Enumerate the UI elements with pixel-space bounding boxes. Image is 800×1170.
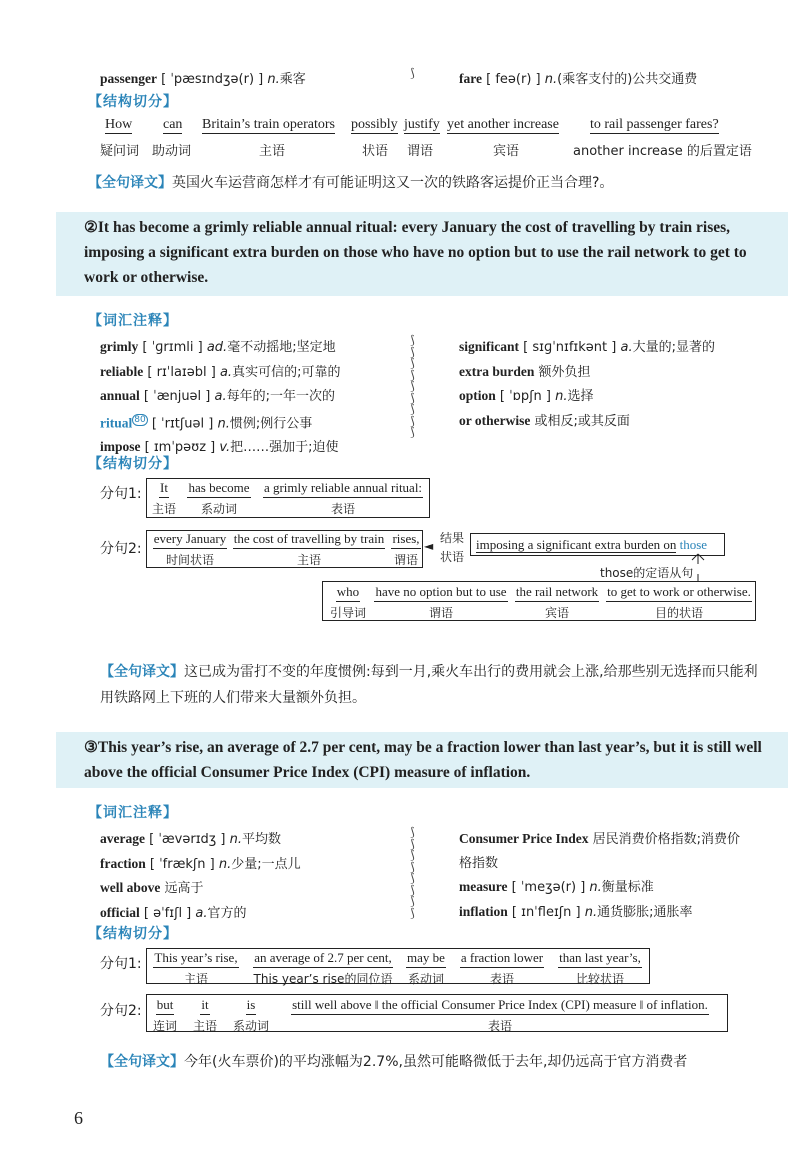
s1-seg-justify: justify <box>404 117 440 132</box>
s1-lab-post: another increase 的后置定语 <box>573 144 752 159</box>
s1-lab-object: 宾语 <box>493 144 520 159</box>
vocab-passenger: passenger [ ˈpæsɪndʒə(r) ] n.乘客 <box>100 71 306 87</box>
vocab-average: average [ ˈævərɪdʒ ] n.平均数 <box>100 831 282 847</box>
s3-sentence-band <box>56 732 788 788</box>
s1-lab-justify: 谓语 <box>407 144 434 159</box>
vocab-well-above: well above 远高于 <box>100 880 204 896</box>
vocab-fare: fare [ feə(r) ] n.(乘客支付的)公共交通费 <box>459 71 698 87</box>
s2-vocab-left <box>100 335 340 460</box>
vocab-grimly: grimly [ ˈɡrɪmli ] ad.毫不动摇地;坚定地 <box>100 339 336 355</box>
s3-c2-but: but 连词 <box>152 997 177 1033</box>
s3-c1-subject: This year’s rise, 主语 <box>154 950 238 986</box>
attr-clause-label: those的定语从句 <box>600 566 694 580</box>
s3-c2-is: is 系动词 <box>232 997 269 1033</box>
zigzag-divider: ⟆ ⟆ ⟆ ⟆ ⟆ ⟆ ⟆ ⟆ ⟆ <box>410 333 415 439</box>
s3-structure-tag: 【结构切分】 <box>88 926 178 942</box>
vocab-official: official [ əˈfɪʃl ] a.官方的 <box>100 904 247 921</box>
s1-seg-object: yet another increase <box>447 117 559 132</box>
ritual-frequency-badge: 80 <box>134 414 146 425</box>
s2-vocab-right <box>459 335 715 433</box>
s2-c2-rises: rises, 谓语 <box>392 531 420 567</box>
zigzag-divider: ⟆ ⟆ ⟆ ⟆ ⟆ ⟆ ⟆ ⟆ <box>410 825 415 920</box>
s1-lab-how: 疑问词 <box>100 144 140 159</box>
arrow-left-icon: ◄ <box>424 539 434 553</box>
s3-c1-comparison: than last year’s, 比较状语 <box>559 950 641 986</box>
rel-object: the rail network 宾语 <box>515 584 599 620</box>
s1-seg-can: can <box>163 117 183 132</box>
s2-sentence-band <box>56 212 788 296</box>
result-phrase: imposing a significant extra burden on those <box>476 537 708 552</box>
rel-purpose: to get to work or otherwise. 目的状语 <box>607 584 751 620</box>
s3-vocab-tag: 【词汇注释】 <box>88 805 178 821</box>
s3-c1-may-be: may be 系动词 <box>407 950 445 986</box>
those-word: those <box>679 537 708 552</box>
s2-vocab-tag: 【词汇注释】 <box>88 313 178 329</box>
s2-translation: 【全句译文】这已成为雷打不变的年度惯例:每到一月,乘火车出行的费用就会上涨,给那些别无选择而只能利用铁路网上下班的人们带来大量额外负担。 <box>100 664 758 706</box>
vocab-annual: annual [ ˈænjuəl ] a.每年的;一年一次的 <box>100 388 336 404</box>
s1-seg-possibly: possibly <box>351 117 398 132</box>
s2-c1-predicative: a grimly reliable annual ritual: 表语 <box>263 480 423 516</box>
s2-clause2-label: 分句2: <box>100 541 142 557</box>
s1-lab-subject: 主语 <box>259 144 286 159</box>
vocab-fraction: fraction [ ˈfrækʃn ] n.少量;一点儿 <box>100 855 301 872</box>
vocab-measure: measure [ ˈmeʒə(r) ] n.衡量标准 <box>459 879 654 895</box>
s1-lab-possibly: 状语 <box>362 144 389 159</box>
vocab-significant: significant [ sɪɡˈnɪfɪkənt ] a.大量的;显著的 <box>459 339 715 355</box>
s1-seg-post: to rail passenger fares? <box>590 117 719 132</box>
s1-translation: 【全句译文】英国火车运营商怎样才有可能证明这又一次的铁路客运提价正当合理?。 <box>88 175 614 191</box>
vocab-extra-burden: extra burden 额外负担 <box>459 363 591 380</box>
s2-structure-tag: 【结构切分】 <box>88 456 178 472</box>
s3-translation: 【全句译文】今年(火车票价)的平均涨幅为2.7%,虽然可能略微低于去年,却仍远高于官方消费者 <box>100 1054 688 1070</box>
s3-vocab-left <box>100 827 301 925</box>
rel-who: who 引导词 <box>329 584 366 620</box>
vocab-or-otherwise: or otherwise 或相反;或其反面 <box>459 412 630 429</box>
s2-c1-it: It 主语 <box>152 480 177 516</box>
rel-predicate: have no option but to use 谓语 <box>375 584 507 620</box>
s2-clause1-label: 分句1: <box>100 486 142 502</box>
s3-c1-predicative: a fraction lower 表语 <box>460 950 544 986</box>
vocab-reliable: reliable [ rɪˈlaɪəbl ] a.真实可信的;可靠的 <box>100 363 341 380</box>
s3-clause1-label: 分句1: <box>100 956 142 972</box>
vocab-inflation: inflation [ ɪnˈfleɪʃn ] n.通货膨胀;通胀率 <box>459 903 693 920</box>
s1-lab-can: 助动词 <box>152 144 192 159</box>
s1-seg-how: How <box>105 117 133 132</box>
s3-clause2-label: 分句2: <box>100 1003 142 1019</box>
s2-c1-has-become: has become 系动词 <box>188 480 250 516</box>
zigzag-divider: ⟆ <box>410 66 415 80</box>
s3-c2-it: it 主语 <box>192 997 217 1033</box>
s3-c2-predicative: still well above ‖ the official Consumer Price Index (CPI) measure ‖ of inflation. 表语 <box>292 997 708 1033</box>
s1-structure-tag: 【结构切分】 <box>88 94 178 110</box>
vocab-cpi-cont: 格指数 <box>459 855 499 871</box>
page-number: 6 <box>74 1108 83 1128</box>
vocab-option: option [ ˈɒpʃn ] n.选择 <box>459 388 594 404</box>
s2-c2-time: every January 时间状语 <box>153 531 227 567</box>
s3-sentence: ③This year’s rise, an average of 2.7 per cent, may be a fraction lower than last year’s, but it is still well above the official Consumer Price Index (CPI) measure of inflation. <box>84 739 762 781</box>
s3-c1-appositive: an average of 2.7 per cent, This year’s rise的同位语 <box>253 950 393 986</box>
s3-vocab-right <box>459 827 740 924</box>
s1-seg-subject: Britain’s train operators <box>202 117 335 132</box>
vocab-cpi: Consumer Price Index 居民消费价格指数;消费价 <box>459 831 741 847</box>
result-adverbial-label: 结果 状语 <box>440 531 465 564</box>
s2-sentence: ②It has become a grimly reliable annual ritual: every January the cost of travelling by train rises, imposing a significant extra burden on those who have no option but to use the rail network to get to work or otherwise. <box>84 219 747 286</box>
s2-c2-subject: the cost of travelling by train 主语 <box>233 531 385 567</box>
vocab-impose: impose [ ɪmˈpəʊz ] v.把……强加于;迫使 <box>100 439 339 456</box>
vocab-ritual: ritual $^{80}$ [ ˈrɪtʃuəl ] n.惯例;例行公事 <box>100 414 313 431</box>
